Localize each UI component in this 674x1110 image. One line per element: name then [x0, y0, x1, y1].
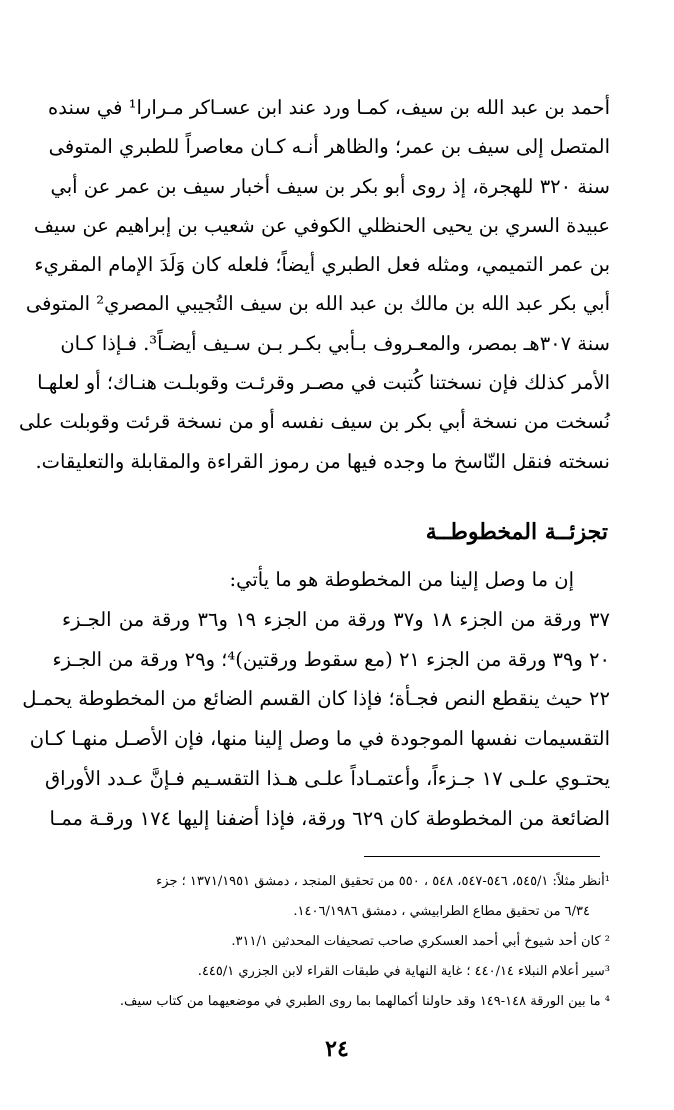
text-line: ٣٧ ورقة من الجزء ١٨ و٣٧ ورقة من الجزء ١٩ و٣٦ ورقة من الجـزء [62, 607, 610, 631]
text-line: الضائعة من المخطوطة كان ٦٢٩ ورقة، فإذا أضفنا إليها ١٧٤ ورقـة ممـا [49, 806, 610, 830]
text-line: ٢٢ حيث ينقطع النص فجـأة؛ فإذا كان القسم الضائع من المخطوطة يحمـل [22, 687, 610, 711]
text-line: الأمر كذلك فإن نسختنا كُتبت في مصـر وقرئـت وقوبلـت هنـاك؛ أو لعلهـا [37, 371, 610, 395]
text-line: نسخته فنقل النّاسخ ما وجده فيها من رموز القراءة والمقابلة والتعليقات. [35, 449, 610, 473]
text-line: نُسخت من نسخة أبي بكر بن سيف نفسه أو من نسخة قرئت وقوبلت على [19, 410, 610, 434]
text-line: إن ما وصل إلينا من المخطوطة هو ما يأتي: [229, 568, 574, 591]
text-line: أبي بكر عبد الله بن مالك بن عبد الله بن سيف التُجيبي المصري² المتوفى [25, 292, 610, 316]
text-line: التقسيمات نفسها الموجودة في ما وصل إلينا منها، فإن الأصـل منهـا كـان [29, 727, 610, 751]
text-line: سنة ٣٢٠ للهجرة، إذ روى أبو بكر بن سيف أخبار سيف بن عمر عن أبي [50, 174, 610, 198]
footnote-1: ¹أنظر مثلاً: ٥٤٥/١، ٥٤٦-٥٤٧، ٥٤٨ ، ٥٥٠ من تحقيق المنجد ، دمشق ١٣٧١/١٩٥١ ؛ جزء [156, 874, 610, 889]
text-line: بن عمر التميمي، ومثله فعل الطبري أيضاً؛ فلعله كان وَلَدَ الإمام المقريء [34, 253, 610, 277]
section-heading: تجزئــة المخطوطــة [425, 519, 608, 545]
text-line: المتصل إلى سيف بن عمر؛ والظاهر أنـه كـان معاصراً للطبري المتوفى [48, 135, 610, 159]
text-line: عبيدة السري بن يحيى الحنظلي الكوفي عن شعيب بن إبراهيم عن سيف [33, 213, 610, 237]
section-paragraph [22, 560, 610, 839]
intro-paragraph [19, 88, 610, 481]
footnote-1-continuation: ٦/٣٤ من تحقيق مطاع الطرابيشي ، دمشق ١٤٠٦/١٩٨٦. [293, 904, 590, 919]
footnote-divider [364, 856, 600, 857]
text-line: أحمد بن عبد الله بن سيف، كمـا ورد عند ابن عسـاكر مـرارا¹ في سنده [48, 96, 610, 119]
text-line: ٢٠ و٣٩ ورقة من الجزء ٢١ (مع سقوط ورقتين)⁴؛ و٢٩ ورقة من الجـزء [52, 647, 610, 671]
page-number: ٢٤ [325, 1036, 349, 1062]
footnote-2: ² كان أحد شيوخ أبي أحمد العسكري صاحب تصحيفات المحدثين ٣١١/١. [231, 934, 610, 949]
footnote-3: ³سير أعلام النبلاء ٤٤٠/١٤ ؛ غاية النهاية في طبقات القراء لابن الجزري ٤٤٥/١. [197, 964, 610, 979]
text-line: سنة ٣٠٧هـ بمصر، والمعـروف بـأبي بكـر بـن سـيف أيضـاً³. فـإذا كـان [60, 331, 610, 355]
text-line: يحتـوي علـى ١٧ جـزءاً، وأعتمـاداً علـى هـذا التقسـيم فـإنَّ عـدد الأوراق [44, 766, 610, 790]
footnotes [62, 867, 610, 1017]
footnote-4: ⁴ ما بين الورقة ١٤٨-١٤٩ وقد حاولنا أكمالهما بما روى الطبري في موضعيهما من كتاب سيف. [119, 994, 610, 1009]
